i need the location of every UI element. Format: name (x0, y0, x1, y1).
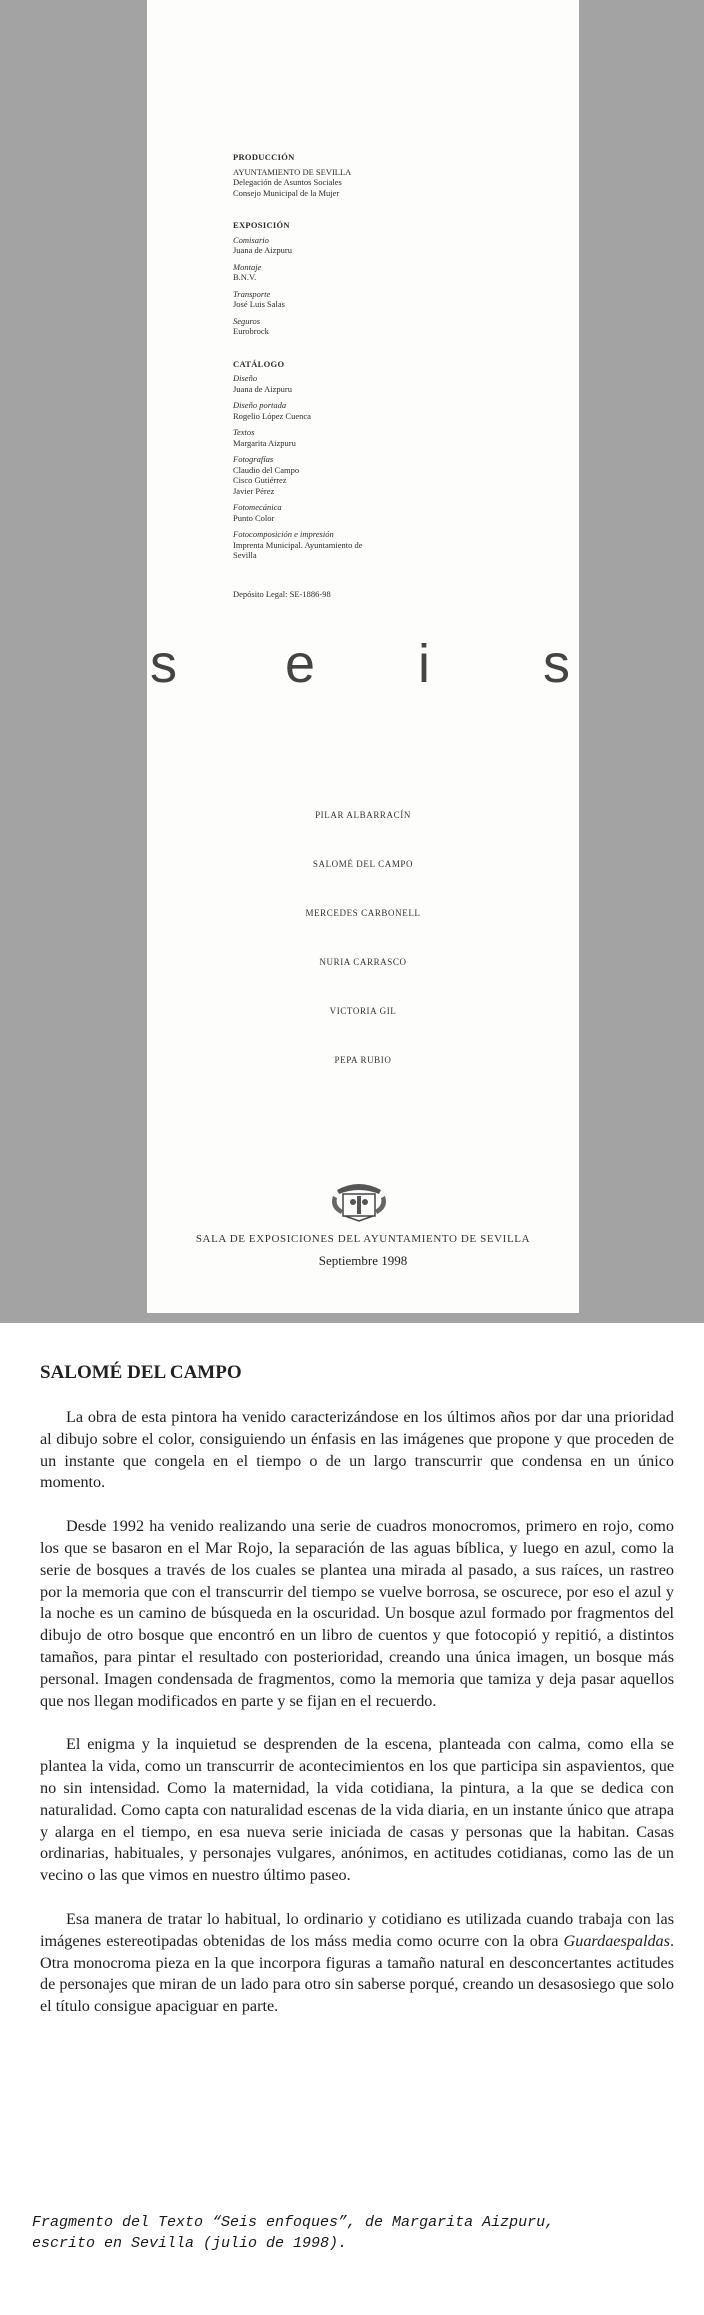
artwork-title: Guardaespaldas (563, 1931, 670, 1950)
fotocomposicion-label: Fotocomposición e impresión (233, 529, 334, 539)
artist-name: NURIA CARRASCO (319, 957, 407, 967)
article-paragraph: Desde 1992 ha venido realizando una serie de cuadros monocromos, primero en rojo, como los que se basaron en el Mar Rojo, la separación de las aguas bíblica, y luego en azul, como la serie de bosques a través de los cuales se plantea una mirada al pasado, a sus raíces, un rastreo por la memoria que con el transcurrir del tiempo se vuelve borrosa, se oscurece, por eso el azul y la noche es un camino de búsqueda en la oscuridad. Un bosque azul formado por fragmentos del dibujo de otro bosque que encontró en un libro de cuentos y que fotocopió y repitió, a distintos tamaños, para pintar el resultado con posterioridad, creando una única imagen, un bosque más personal. Imagen condensada de fragmentos, como la memoria que tamiza y deja pasar aquellos que nos llegan modificados en parte y se fijan en el recuerdo. (40, 1517, 674, 1710)
produccion-line: AYUNTAMIENTO DE SEVILLA (233, 166, 352, 177)
diseno-portada-name: Rogelio López Cuenca (233, 410, 311, 421)
cover-title-letter: e (285, 634, 316, 694)
comisario-name: Juana de Aizpuru (233, 245, 293, 255)
article-paragraph: La obra de esta pintora ha venido caracterizándose en los últimos años por dar una prioridad al dibujo sobre el color, consiguiendo un énfasis en las imágenes que propone y que proceden de un instante que congela en el tiempo o de un largo transcurrir que condensa en un único momento. (40, 1408, 674, 1492)
caption-line: escrito en Sevilla (julio de 1998). (32, 2235, 348, 2252)
produccion-title: PRODUCCIÓN (233, 152, 295, 162)
article-heading: SALOMÉ DEL CAMPO (40, 1362, 242, 1383)
artist-name: PILAR ALBARRACÍN (315, 810, 411, 820)
source-caption (32, 2212, 692, 2254)
artist-name: SALOMÉ DEL CAMPO (312, 859, 414, 869)
cover-title-letter: s (150, 634, 177, 694)
diseno-name: Juana de Aizpuru (233, 383, 293, 394)
fotocomposicion-name: Sevilla (233, 550, 257, 560)
paragraph-text: Esa manera de tratar lo habitual, lo ordinario y cotidiano es utilizada cuando trabaja con las imágenes estereotipadas obtenidas de los máss media como ocurre con la obra (40, 1909, 674, 1950)
textos-label: Textos (233, 427, 255, 437)
montaje-name: B.N.V. (233, 272, 257, 282)
caption-line: Fragmento del Texto “Seis enfoques”, de Margarita Aizpuru, (32, 2214, 555, 2231)
comisario-label: Comisario (233, 234, 269, 245)
fotografias-label: Fotografías (233, 454, 274, 464)
seguros-name: Eurobrock (233, 326, 269, 336)
coat-of-arms-icon (327, 1180, 391, 1222)
cover-title-letter: s (543, 634, 570, 694)
article-paragraph: El enigma y la inquietud se desprenden de la escena, planteada con calma, como ella se plantea la vida, como un transcurrir de acontecimientos en los que participa sin aspavientos, que no sin intensidad. Como la maternidad, la vida cotidiana, la pintura, a la que se dedica con naturalidad. Como capta con naturalidad escenas de la vida diaria, en un instante único que atrapa y alarga en el tiempo, en esa nueva serie iniciada de casas y personas que la habitan. Casas ordinarias, habituales, y personajes vulgares, anónimos, en actitudes cotidianas, como las de un vecino o las que vimos en nuestro último paseo. (40, 1735, 674, 1885)
deposito-legal: Depósito Legal: SE-1886-98 (233, 588, 331, 599)
diseno-label: Diseño (233, 373, 258, 383)
textos-name: Margarita Aizpuru (233, 437, 296, 448)
fotografias-name: Claudio del Campo (233, 464, 300, 475)
fotomecanica-name: Punto Color (233, 512, 275, 523)
artist-name: MERCEDES CARBONELL (305, 908, 421, 918)
transporte-name: José Luis Salas (233, 299, 285, 309)
paragraph-text: . Otra monocroma pieza en la que incorpora figuras a tamaño natural en desconcertantes actitudes de personajes que miran de un lado para otro sin saberse porqué, creando un desasosiego que solo el título consigue apaciguar en parte. (40, 1931, 674, 2016)
seguros-label: Seguros (233, 315, 261, 326)
article (40, 1362, 674, 2040)
produccion-line: Delegación de Asuntos Sociales (233, 177, 342, 187)
exposicion-title: EXPOSICIÓN (233, 220, 290, 230)
transporte-label: Transporte (233, 288, 271, 299)
catalogo-title: CATÁLOGO (233, 358, 285, 369)
artist-name: PEPA RUBIO (334, 1055, 392, 1065)
article-paragraph (40, 1909, 674, 2018)
produccion-line: Consejo Municipal de la Mujer (233, 187, 340, 198)
cover-title-letter: i (418, 634, 430, 694)
exhibition-date: Septiembre 1998 (318, 1253, 408, 1268)
fotomecanica-label: Fotomecánica (233, 502, 282, 512)
artist-name: VICTORIA GIL (329, 1006, 397, 1016)
cover-title (0, 634, 704, 698)
colophon (233, 152, 533, 599)
montaje-label: Montaje (233, 261, 262, 272)
fotografias-name: Cisco Gutiérrez (233, 475, 287, 485)
fotografias-name: Javier Pérez (233, 485, 275, 496)
fotocomposicion-name: Imprenta Municipal. Ayuntamiento de (233, 539, 363, 550)
venue-name: SALA DE EXPOSICIONES DEL AYUNTAMIENTO DE SEVILLA (195, 1233, 531, 1245)
diseno-portada-label: Diseño portada (233, 400, 287, 410)
